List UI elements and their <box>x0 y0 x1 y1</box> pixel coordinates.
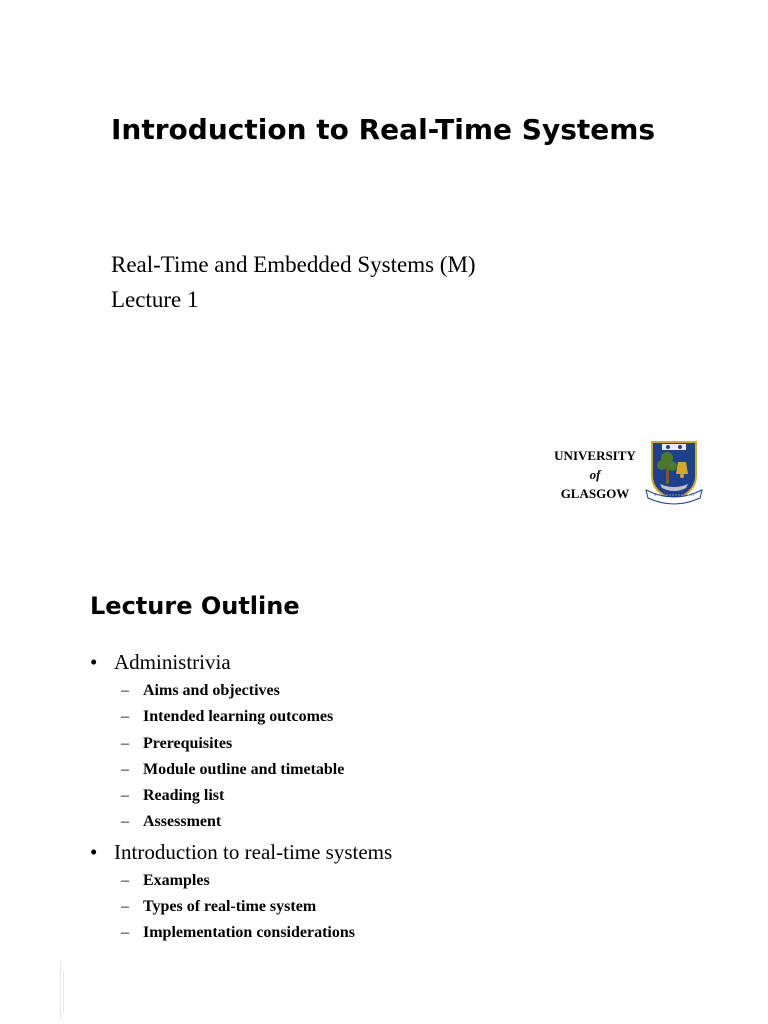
dash-icon: – <box>121 871 129 889</box>
logo-line-glasgow: GLASGOW <box>560 486 630 501</box>
list-item <box>90 868 730 894</box>
subitem-label: Examples <box>143 871 210 889</box>
university-wordmark <box>540 446 650 503</box>
dash-icon: – <box>121 708 129 726</box>
list-item <box>90 704 730 730</box>
course-name: Real-Time and Embedded Systems (M) <box>111 252 476 277</box>
outline-heading: Lecture Outline <box>90 592 300 620</box>
list-item <box>90 731 730 757</box>
outline-item-administrivia <box>90 646 730 678</box>
subitem-label: Intended learning outcomes <box>143 708 334 726</box>
subitem-label: Types of real-time system <box>143 898 317 916</box>
slide-subtitle <box>111 247 476 317</box>
lecture-outline-list <box>90 646 730 947</box>
subitem-label: Reading list <box>143 787 225 805</box>
faint-watermark <box>56 962 68 1022</box>
dash-icon: – <box>121 734 129 752</box>
dash-icon: – <box>121 924 129 942</box>
list-item <box>90 894 730 920</box>
university-logo <box>540 440 708 506</box>
subitem-label: Aims and objectives <box>143 682 280 699</box>
bullet-icon: • <box>90 650 98 674</box>
university-crest-icon <box>644 440 704 506</box>
subitem-label: Module outline and timetable <box>143 760 345 778</box>
subitem-label: Assessment <box>143 813 222 831</box>
introduction-subitems <box>90 868 730 947</box>
dash-icon: – <box>121 787 129 805</box>
logo-line-of: of <box>589 467 601 482</box>
list-item <box>90 920 730 946</box>
outline-item-introduction <box>90 836 730 868</box>
administrivia-subitems <box>90 678 730 836</box>
dash-icon: – <box>121 813 129 831</box>
dash-icon: – <box>121 898 129 916</box>
slide-title: Introduction to Real-Time Systems <box>111 113 656 146</box>
list-item <box>90 678 730 704</box>
lecture-number: Lecture 1 <box>111 287 199 312</box>
subitem-label: Prerequisites <box>143 734 233 752</box>
list-item <box>90 757 730 783</box>
bullet-icon: • <box>90 839 98 864</box>
outline-item-label: Introduction to real-time systems <box>114 839 393 864</box>
logo-line-university: UNIVERSITY <box>554 448 636 463</box>
list-item <box>90 783 730 809</box>
subitem-label: Implementation considerations <box>143 924 355 942</box>
list-item <box>90 809 730 835</box>
dash-icon: – <box>121 760 129 778</box>
dash-icon: – <box>121 682 129 699</box>
outline-item-label: Administrivia <box>114 650 231 674</box>
